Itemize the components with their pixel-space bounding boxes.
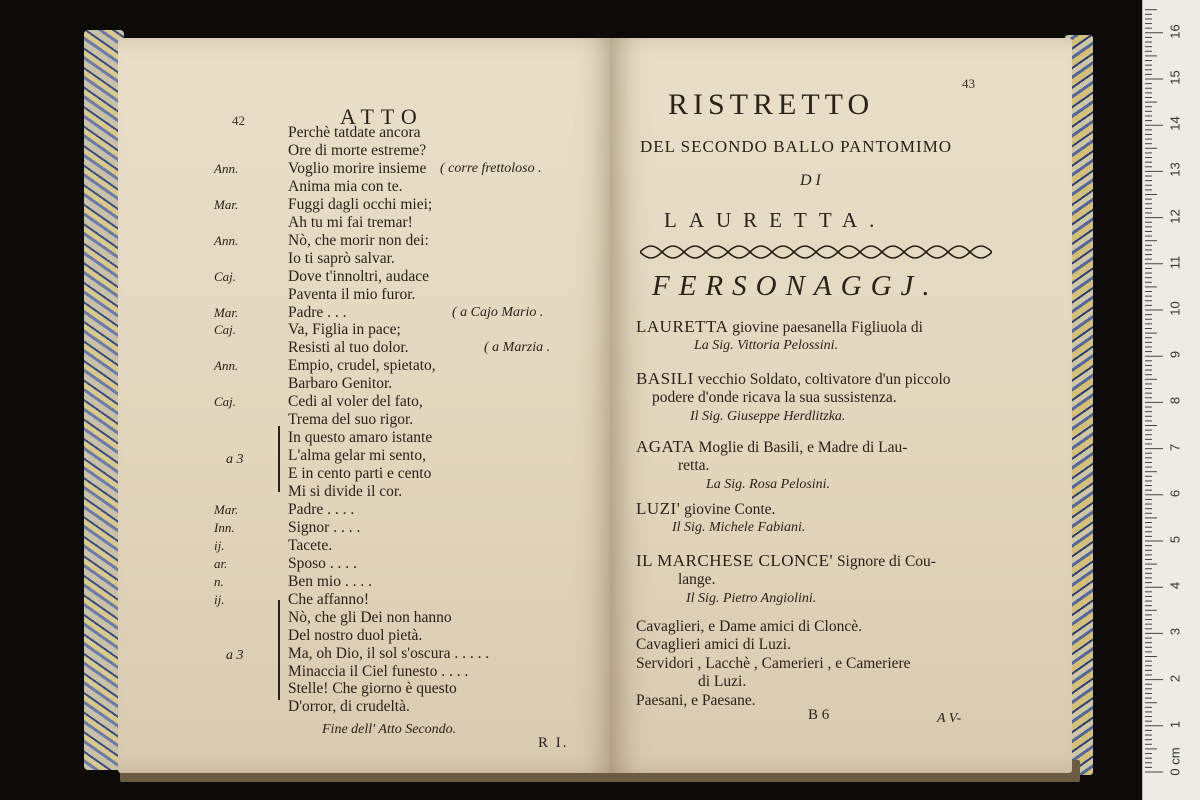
ruler-cm-label: 15 <box>1167 70 1183 85</box>
actor-name: Il Sig. Pietro Angiolini. <box>686 591 817 606</box>
verse-line: Ma, oh Dio, il sol s'oscura . . . . . <box>288 645 490 662</box>
verse-line: Signor . . . . <box>288 519 361 536</box>
ruler-cm-label: 13 <box>1167 162 1183 178</box>
ruler-cm-label: 9 <box>1167 351 1183 359</box>
extras-line: di Luzi. <box>698 673 747 690</box>
speaker-label: ij. <box>214 538 225 553</box>
verse-line: Ben mio . . . . <box>288 573 372 590</box>
ruler-zero-label: 0 cm <box>1167 747 1183 776</box>
verse-line: Anima mia con te. <box>288 178 403 195</box>
character-description: Moglie di Basili, e Madre di Lau- <box>694 439 908 456</box>
verse-line: Minaccia il Ciel funesto . . . . <box>288 663 469 680</box>
speaker-label: Ann. <box>214 233 239 248</box>
actor-name: La Sig. Vittoria Pelossini. <box>694 338 839 353</box>
ruler-cm-label: 8 <box>1167 397 1183 405</box>
ruler-cm-label: 2 <box>1167 674 1183 682</box>
trio-bracket <box>278 600 280 700</box>
character-description: giovine paesanella Figliuola di <box>728 319 923 336</box>
page-subtitle: DEL SECONDO BALLO PANTOMIMO <box>640 137 953 156</box>
ruler-cm-label: 12 <box>1167 208 1183 224</box>
verse-line: Empio, crudel, spietato, <box>288 357 436 374</box>
character-description-cont: lange. <box>678 571 716 588</box>
right-signature-mark: B 6 <box>808 707 830 723</box>
speaker-label: Inn. <box>214 520 235 535</box>
character-description-cont: podere d'onde ricava la sua sussistenza. <box>652 389 897 406</box>
page-title: RISTRETTO <box>668 88 875 121</box>
actor-name: La Sig. Rosa Pelosini. <box>706 477 831 492</box>
di-word: DI <box>800 172 825 189</box>
extras-line: Cavaglieri amici di Luzi. <box>636 636 791 653</box>
extras-line: Paesani, e Paesane. <box>636 692 756 709</box>
verse-line: Padre . . . <box>288 304 347 321</box>
ruler-cm-label: 11 <box>1167 255 1183 270</box>
ruler-cm-label: 6 <box>1167 489 1183 497</box>
speaker-label: Caj. <box>214 269 237 284</box>
extras-line: Cavaglieri, e Dame amici di Cloncè. <box>636 618 862 635</box>
verse-line: Del nostro duol pietà. <box>288 627 423 644</box>
verse-line: Trema del suo rigor. <box>288 411 414 428</box>
verse-line: Padre . . . . <box>288 501 355 518</box>
act-end-note: Fine dell' Atto Secondo. <box>322 722 457 737</box>
extras-line: Servidori , Lacchè , Camerieri , e Cameriere <box>636 655 911 672</box>
verse-line: Fuggi dagli occhi miei; <box>288 196 433 213</box>
verse-line: Stelle! Che giorno è questo <box>288 680 457 697</box>
verse-line: In questo amaro istante <box>288 429 433 446</box>
character-name: AGATA <box>636 437 695 456</box>
right-page-number: 43 <box>962 76 975 91</box>
verse-line: Resisti al tuo dolor. <box>288 339 409 356</box>
ruler-cm-label: 4 <box>1167 582 1183 590</box>
character-description: vecchio Soldato, coltivatore d'un piccolo <box>693 371 951 388</box>
stage-direction: ( a Marzia . <box>484 340 551 355</box>
verse-line: Nò, che morir non dei: <box>288 232 429 249</box>
ruler-cm-label: 5 <box>1167 535 1183 544</box>
work-title: LAURETTA. <box>664 208 887 232</box>
stage-direction: ( a Cajo Mario . <box>452 305 544 320</box>
verse-line: Ore di morte estreme? <box>288 142 427 159</box>
character-entry <box>636 500 775 519</box>
act-heading: ATTO <box>340 104 424 129</box>
ruler-cm-label: 1 <box>1167 720 1183 728</box>
left-signature-mark: R I. <box>538 735 569 751</box>
verse-line: Ah tu mi fai tremar! <box>288 214 413 231</box>
verse-line: Va, Figlia in pace; <box>288 321 401 338</box>
a3-marker: a 3 <box>226 648 244 663</box>
verse-line: Dove t'innoltri, audace <box>288 268 429 285</box>
ruler-cm-label: 7 <box>1167 443 1183 451</box>
character-entry <box>636 438 907 457</box>
actor-name: Il Sig. Giuseppe Herdlitzka. <box>690 409 846 424</box>
verse-line: L'alma gelar mi sento, <box>288 447 426 464</box>
verse-line: Tacete. <box>288 537 333 554</box>
verse-line: Voglio morire insieme <box>288 160 427 177</box>
ruler-cm-label: 14 <box>1167 116 1183 131</box>
speaker-label: ar. <box>214 556 228 571</box>
speaker-label: Caj. <box>214 394 237 409</box>
character-entry <box>636 370 951 389</box>
stage-direction: ( corre frettoloso . <box>440 161 542 176</box>
verse-line: Perchè tatdate ancora <box>288 124 421 141</box>
speaker-label: Mar. <box>214 502 239 517</box>
character-entry <box>636 318 923 337</box>
measurement-ruler <box>1142 0 1200 800</box>
speaker-label: Mar. <box>214 305 239 320</box>
character-name: LAURETTA <box>636 317 729 336</box>
speaker-label: ij. <box>214 592 225 607</box>
character-name: IL MARCHESE CLONCE' <box>636 551 834 570</box>
a3-marker: a 3 <box>226 452 244 467</box>
verse-line: Sposo . . . . <box>288 555 357 572</box>
verse-line: Mi si divide il cor. <box>288 483 403 500</box>
speaker-label: Caj. <box>214 322 237 337</box>
verse-line: Barbaro Genitor. <box>288 375 393 392</box>
character-description: Signore di Cou- <box>833 553 936 570</box>
verse-line: Cedi al voler del fato, <box>288 393 423 410</box>
character-description: giovine Conte. <box>680 501 776 518</box>
ruler-cm-label: 16 <box>1167 24 1183 39</box>
verse-line: D'orror, di crudeltà. <box>288 698 410 715</box>
trio-bracket <box>278 426 280 492</box>
left-page-number: 42 <box>232 113 245 128</box>
speaker-label: n. <box>214 574 224 589</box>
speaker-label: Mar. <box>214 197 239 212</box>
character-description-cont: retta. <box>678 457 710 474</box>
verse-line: E in cento parti e cento <box>288 465 432 482</box>
speaker-label: Ann. <box>214 161 239 176</box>
ruler-cm-label: 3 <box>1167 628 1183 636</box>
speaker-label: Ann. <box>214 358 239 373</box>
actor-name: Il Sig. Michele Fabiani. <box>672 520 806 535</box>
character-name: LUZI' <box>636 499 681 518</box>
verse-line: Che affanno! <box>288 591 370 608</box>
catchword: A V- <box>937 711 962 726</box>
ornamental-rule <box>640 244 992 260</box>
personaggi-heading: FERSONAGGJ. <box>652 270 939 302</box>
ruler-cm-label: 10 <box>1167 301 1183 316</box>
verse-line: Paventa il mio furor. <box>288 286 416 303</box>
character-entry <box>636 552 936 571</box>
verse-line: Io ti saprò salvar. <box>288 250 395 267</box>
character-name: BASILI <box>636 369 694 388</box>
verse-line: Nò, che gli Dei non hanno <box>288 609 452 626</box>
